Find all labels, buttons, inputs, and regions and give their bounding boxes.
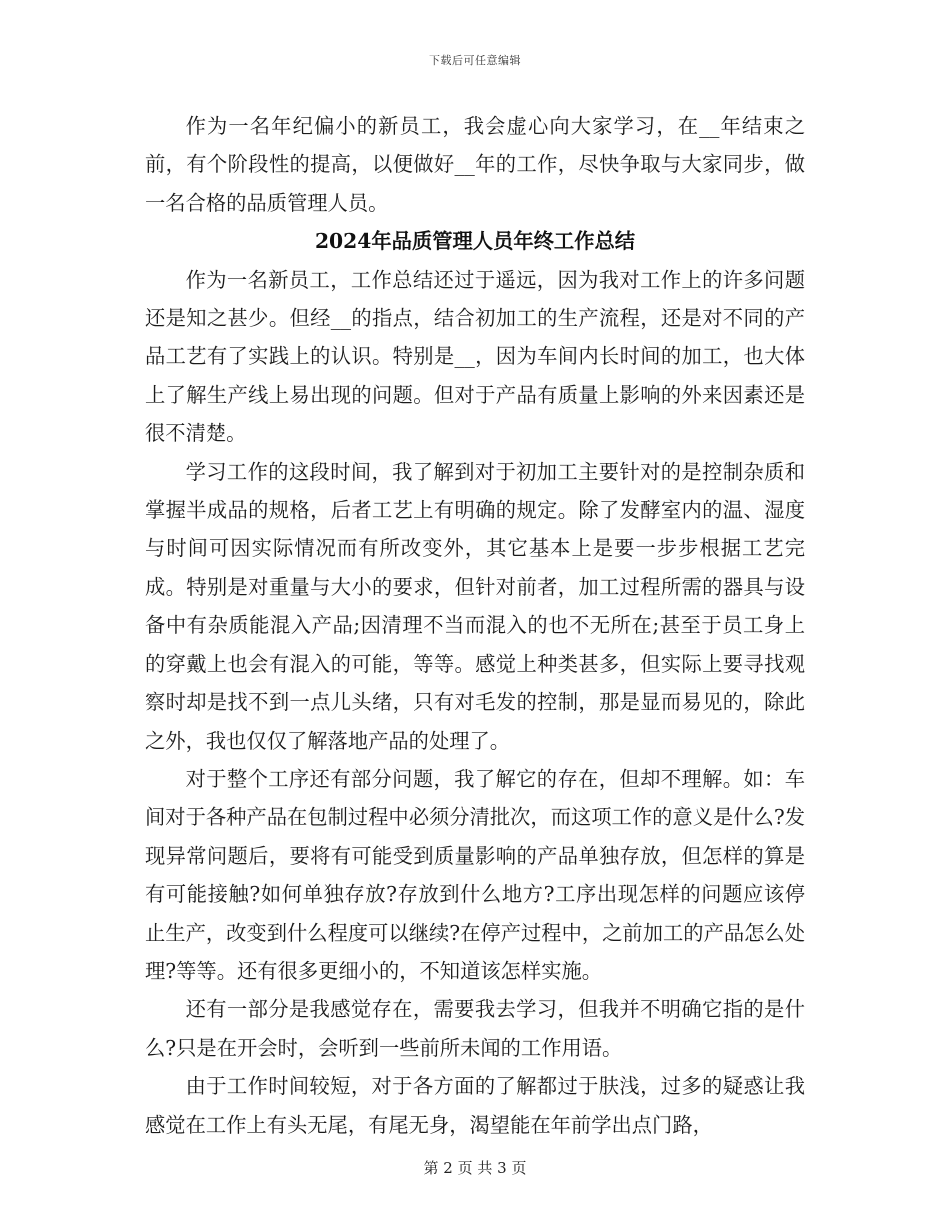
body-paragraph-5: 由于工作时间较短，对于各方面的了解都过于肤浅，过多的疑惑让我感觉在工作上有头无尾，有尾无身，渴望能在年前学出点门路， xyxy=(145,1074,805,1137)
body-paragraph-1: 作为一名新员工，工作总结还过于遥远，因为我对工作上的许多问题还是知之甚少。但经__的指点，结合初加工的生产流程，还是对不同的产品工艺有了实践上的认识。特别是__，因为车间内长时间的加工，也大体上了解生产线上易出现的问题。但对于产品有质量上影响的外来因素还是很不清楚。 xyxy=(145,267,805,446)
intro-paragraph: 作为一名年纪偏小的新员工，我会虚心向大家学习，在__年结束之前，有个阶段性的提高，以便做好__年的工作，尽快争取与大家同步，做一名合格的品质管理人员。 xyxy=(145,114,805,215)
body-paragraph-3: 对于整个工序还有部分问题，我了解它的存在，但却不理解。如：车间对于各种产品在包制过程中必须分清批次，而这项工作的意义是什么?发现异常问题后，要将有可能受到质量影响的产品单独存放，但怎样的算是有可能接触?如何单独存放?存放到什么地方?工序出现怎样的问题应该停止生产，改变到什么程度可以继续?在停产过程中，之前加工的产品怎么处理?等等。还有很多更细小的，不知道该怎样实施。 xyxy=(145,766,805,983)
section-title: 2024年品质管理人员年终工作总结 xyxy=(314,229,636,254)
page-footer: 第 2 页 共 3 页 xyxy=(423,1159,527,1177)
document-body xyxy=(145,107,805,1144)
body-paragraph-4: 还有一部分是我感觉存在，需要我去学习，但我并不明确它指的是什么?只是在开会时，会听到一些前所未闻的工作用语。 xyxy=(145,997,805,1060)
body-paragraph-2: 学习工作的这段时间，我了解到对于初加工主要针对的是控制杂质和掌握半成品的规格，后者工艺上有明确的规定。除了发酵室内的温、湿度与时间可因实际情况而有所改变外，其它基本上是要一步步根据工艺完成。特别是对重量与大小的要求，但针对前者，加工过程所需的器具与设备中有杂质能混入产品;因清理不当而混入的也不无所在;甚至于员工身上的穿戴上也会有混入的可能，等等。感觉上种类甚多，但实际上要寻找观察时却是找不到一点儿头绪，只有对毛发的控制，那是显而易见的，除此之外，我也仅仅了解落地产品的处理了。 xyxy=(145,459,805,753)
page-header: 下载后可任意编辑 xyxy=(429,54,521,67)
